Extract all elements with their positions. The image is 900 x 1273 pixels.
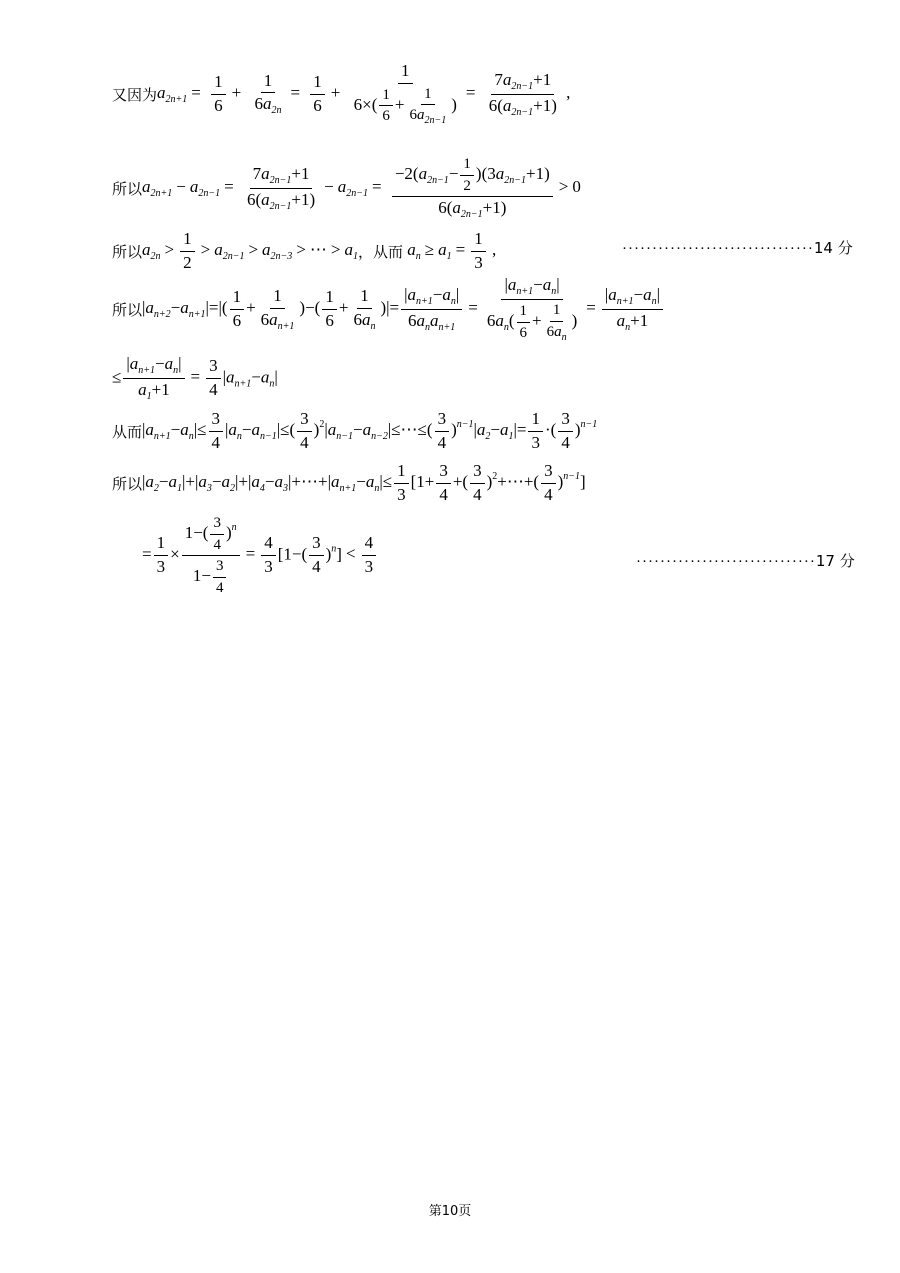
math-expression: $|a_{n+2}-a_{n+1}|=|$( $\frac{1}{6}$ + $\frac{1}{6a_{n+1}}$ )−( $\frac{1}{6}$ + $\frac{1}{6a_n}$ )|= $\frac{|a_{n+1}-a_n|}{6a_na_{n+1}}$ = $|a_{n+1}-a_n|$ $6a_n$( $\frac{1}{6}$ + $\frac{1}{6a_n}$ ) = $\frac{|a_{n+1}-a_n|}{a_n+1}$ xyxy=(142,276,665,343)
line-prefix: 所以 xyxy=(112,300,143,319)
formula-line-6 xyxy=(112,410,597,452)
formula-line-1 xyxy=(112,62,570,126)
formula-line-8 xyxy=(142,515,378,596)
math-expression: ≤ $\frac{|a_{n+1}-a_n|}{a_1+1}$ = $\frac{3}{4}$ $|a_{n+1}-a_n|$ xyxy=(112,354,278,402)
page-number: 第10页 xyxy=(428,1204,472,1219)
line-prefix: 所以 xyxy=(112,474,143,493)
math-expression: $a_{2n+1} - a_{2n-1}$ = $\frac{7a_{2n-1}+1}{6(a_{2n-1}+1)}$ − $a_{2n-1}$ = $-2(a_{2n-1}-$ $\frac{1}{2}$ )$(3a_{2n-1}+1)$ $6(a_{2n-1}+1)$ > 0 xyxy=(142,156,581,220)
score-marker-17: ······························17 分 xyxy=(636,552,855,570)
math-expression: $a_n \ge a_1$ = $\frac{1}{3}$ , xyxy=(407,229,497,272)
line-connector: ，从而 xyxy=(357,242,403,261)
line-prefix: 所以 xyxy=(112,242,143,261)
formula-line-5 xyxy=(112,355,278,402)
line-prefix: 所以 xyxy=(112,179,143,198)
math-expression: $a_{2n}$ > $\frac{1}{2}$ > $a_{2n-1} > a_{2n-3}$ > ⋯ > $a_1$ xyxy=(142,229,358,272)
formula-line-4 xyxy=(112,276,665,343)
line-prefix: 从而 xyxy=(112,422,143,441)
math-expression: $a_{2n+1}$ = $\frac{1}{6}$ + $\frac{1}{6a_{2n}}$ = $\frac{1}{6}$ + 1 6×( $\frac{1}{6}$ + $\frac{1}{6a_{2n-1}}$ ) = $\frac{7a_{2n-1}+1}{6(a_{2n-1}+1)}$ , xyxy=(157,61,571,127)
formula-line-3 xyxy=(112,230,496,272)
formula-line-2 xyxy=(112,156,581,220)
math-expression: = $\frac{1}{3}$ × 1−( $\frac{3}{4}$ )$^n$ 1− $\frac{3}{4}$ = $\frac{4}{3}$ [1−( $\frac{3}{4}$ )$^n$] < $\frac{4}{3}$ xyxy=(142,515,378,596)
score-marker-14: ································14 分 xyxy=(622,239,853,257)
line-prefix: 又因为 xyxy=(112,85,158,104)
math-expression: $|a_{n+1}-a_n|\le$ $\frac{3}{4}$ $|a_n-a_{n-1}|\le$( $\frac{3}{4}$ )$^2|a_{n-1}-a_{n-2}|\le\cdots\le$( $\frac{3}{4}$ )$^{n-1}|a_2-a_1|=$ $\frac{1}{3}$ ·( $\frac{3}{4}$ )$^{n-1}$ xyxy=(142,409,598,452)
math-expression: $|a_2-a_1|+|a_3-a_2|+|a_4-a_3|+\cdots+|a_{n+1}-a_n|\le$ $\frac{1}{3}$ [1+ $\frac{3}{4}$ +( $\frac{3}{4}$ )$^2$+⋯+( $\frac{3}{4}$ )$^{n-1}$] xyxy=(142,461,586,504)
formula-line-7 xyxy=(112,462,586,504)
